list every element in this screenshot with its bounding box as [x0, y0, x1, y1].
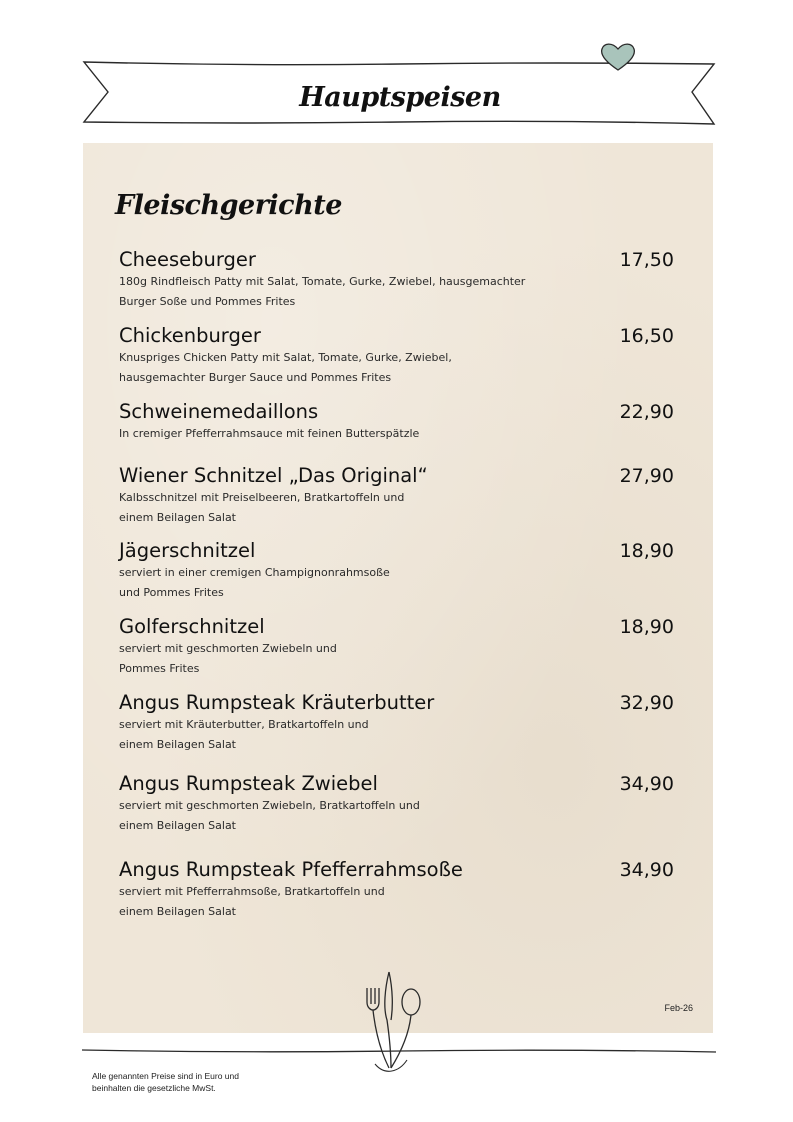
menu-date: Feb-26 [664, 1003, 693, 1013]
item-price: 17,50 [619, 249, 674, 271]
menu-item [119, 858, 679, 922]
menu-item [119, 539, 679, 603]
item-name: Wiener Schnitzel „Das Original“ [119, 464, 428, 487]
price-notice-line: Alle genannten Preise sind in Euro und [92, 1071, 239, 1081]
item-name: Angus Rumpsteak Kräuterbutter [119, 691, 435, 714]
item-price: 34,90 [619, 773, 674, 795]
menu-item [119, 324, 679, 388]
item-description: Kalbsschnitzel mit Preiselbeeren, Bratkartoffeln und einem Beilagen Salat [119, 491, 405, 524]
menu-item [119, 248, 679, 312]
cutlery-icon [355, 968, 435, 1078]
title-banner [80, 40, 720, 130]
item-description: serviert mit geschmorten Zwiebeln, Bratkartoffeln und einem Beilagen Salat [119, 799, 420, 832]
price-notice-line: beinhalten die gesetzliche MwSt. [92, 1083, 216, 1093]
menu-item [119, 691, 679, 755]
item-description: In cremiger Pfefferrahmsauce mit feinen Butterspätzle [119, 427, 420, 440]
item-description: 180g Rindfleisch Patty mit Salat, Tomate, Gurke, Zwiebel, hausgemachter Burger Soße und Pommes Frites [119, 275, 526, 308]
item-description: serviert mit geschmorten Zwiebeln und Pommes Frites [119, 642, 337, 675]
item-description: serviert in einer cremigen Champignonrahmsoße und Pommes Frites [119, 566, 390, 599]
item-name: Jägerschnitzel [119, 539, 256, 562]
item-name: Cheeseburger [119, 248, 256, 271]
item-name: Chickenburger [119, 324, 261, 347]
item-price: 27,90 [619, 465, 674, 487]
item-price: 16,50 [619, 325, 674, 347]
item-price: 18,90 [619, 616, 674, 638]
item-price: 32,90 [619, 692, 674, 714]
page-title: Hauptspeisen [299, 82, 501, 113]
item-price: 18,90 [619, 540, 674, 562]
heart-icon [598, 40, 638, 74]
item-description: serviert mit Pfefferrahmsoße, Bratkartoffeln und einem Beilagen Salat [119, 885, 385, 918]
menu-item [119, 772, 679, 836]
section-title: Fleischgerichte [115, 190, 342, 221]
item-name: Angus Rumpsteak Pfefferrahmsoße [119, 858, 463, 881]
item-name: Golferschnitzel [119, 615, 265, 638]
item-name: Schweinemedaillons [119, 400, 319, 423]
item-description: serviert mit Kräuterbutter, Bratkartoffeln und einem Beilagen Salat [119, 718, 369, 751]
menu-item [119, 615, 679, 679]
menu-item [119, 400, 679, 444]
item-name: Angus Rumpsteak Zwiebel [119, 772, 378, 795]
item-price: 34,90 [619, 859, 674, 881]
price-notice [92, 1070, 352, 1094]
item-price: 22,90 [619, 401, 674, 423]
menu-item [119, 464, 679, 528]
item-description: Knuspriges Chicken Patty mit Salat, Tomate, Gurke, Zwiebel, hausgemachter Burger Sauce und Pommes Frites [119, 351, 452, 384]
